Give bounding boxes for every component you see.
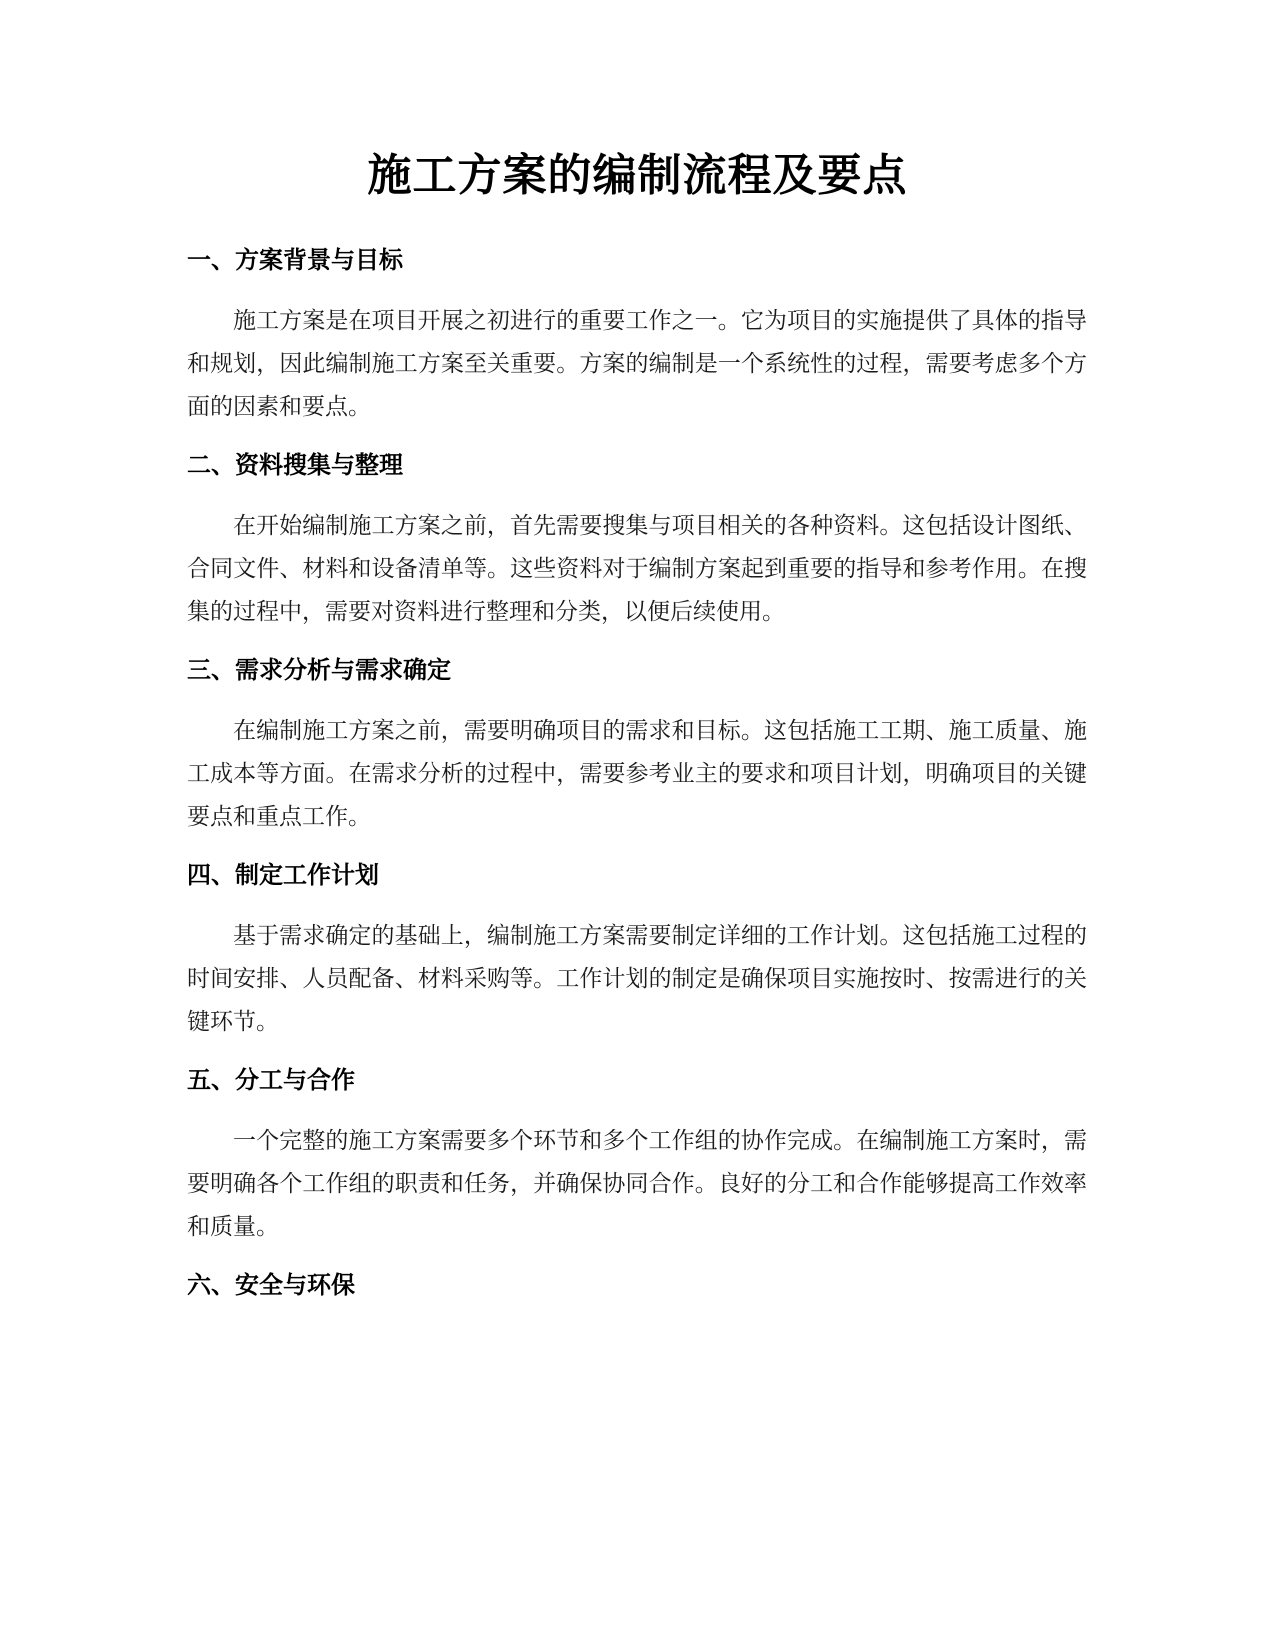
section-paragraph: 在开始编制施工方案之前，首先需要搜集与项目相关的各种资料。这包括设计图纸、合同文件、材料和设备清单等。这些资料对于编制方案起到重要的指导和参考作用。在搜集的过程中，需要对资料进行整理和分类，以便后续使用。	[187, 513, 1087, 625]
section-paragraph: 施工方案是在项目开展之初进行的重要工作之一。它为项目的实施提供了具体的指导和规划，因此编制施工方案至关重要。方案的编制是一个系统性的过程，需要考虑多个方面的因素和要点。	[187, 308, 1087, 420]
section-safety	[187, 1269, 1087, 1301]
document-body	[187, 244, 1087, 1325]
section-background	[187, 244, 1087, 429]
section-heading: 一、方案背景与目标	[187, 246, 403, 274]
section-heading: 五、分工与合作	[187, 1066, 355, 1094]
section-paragraph: 在编制施工方案之前，需要明确项目的需求和目标。这包括施工工期、施工质量、施工成本等方面。在需求分析的过程中，需要参考业主的要求和项目计划，明确项目的关键要点和重点工作。	[187, 718, 1087, 830]
section-materials	[187, 449, 1087, 634]
section-paragraph: 基于需求确定的基础上，编制施工方案需要制定详细的工作计划。这包括施工过程的时间安排、人员配备、材料采购等。工作计划的制定是确保项目实施按时、按需进行的关键环节。	[187, 923, 1087, 1035]
section-cooperation	[187, 1064, 1087, 1249]
section-heading: 三、需求分析与需求确定	[187, 656, 451, 684]
document-title: 施工方案的编制流程及要点	[367, 150, 908, 201]
section-paragraph: 一个完整的施工方案需要多个环节和多个工作组的协作完成。在编制施工方案时，需要明确各个工作组的职责和任务，并确保协同合作。良好的分工和合作能够提高工作效率和质量。	[187, 1128, 1087, 1240]
section-heading: 二、资料搜集与整理	[187, 451, 403, 479]
section-heading: 四、制定工作计划	[187, 861, 379, 889]
section-work-plan	[187, 859, 1087, 1044]
section-requirements	[187, 654, 1087, 839]
section-heading: 六、安全与环保	[187, 1271, 355, 1299]
